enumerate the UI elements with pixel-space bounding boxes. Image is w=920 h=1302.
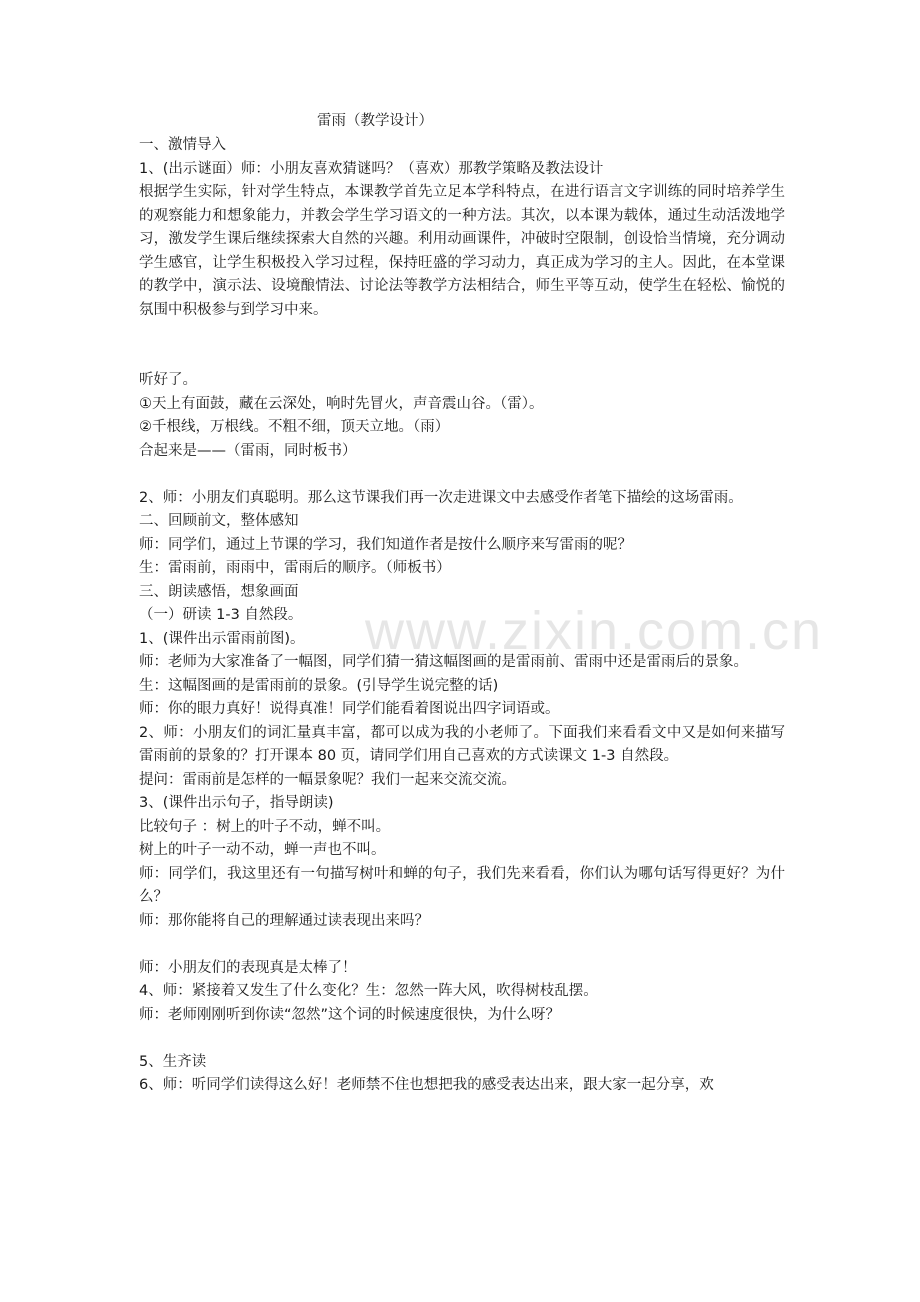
paragraph-line: 师：你的眼力真好！说得真准！同学们能看着图说出四字词语或。 xyxy=(139,701,560,717)
paragraph-line: 2、师：小朋友们真聪明。那么这节课我们再一次走进课文中去感受作者笔下描绘的这场雷雨。 xyxy=(139,489,743,506)
paragraph-line: 师：小朋友们的表现真是太棒了！ xyxy=(139,959,357,976)
paragraph-line: 6、师：听同学们读得这么好！老师禁不住也想把我的感受表达出来，跟大家一起分享，欢 xyxy=(139,1077,714,1093)
paragraph-line: 生：这幅图画的是雷雨前的景象。(引导学生说完整的话) xyxy=(139,677,499,694)
teaching-strategy-paragraph: 根据学生实际，针对学生特点，本课教学首先立足本学科特点，在进行语言文字训练的同时培养学生的观察能力和想象能力，并教会学生学习语文的一种方法。其次，以本课为载体，通过生动活泼地学习，激发学生课后继续探索大自然的兴趣。利用动画课件，冲破时空限制，创设恰当情境，充分调动学生感官，让学生积极投入学习过程，保持旺盛的学习动力，真正成为学习的主人。因此，在本堂课的教学中，演示法、设境酿情法、讨论法等教学方法相结合，师生平等互动，使学生在轻松、愉悦的氛围中积极参与到学习中来。 xyxy=(139,184,785,318)
watermark: www.zixin.com.cn xyxy=(365,601,824,661)
paragraph-line: 生：雷雨前，雨雨中，雷雨后的顺序。（师板书） xyxy=(139,560,451,576)
section-heading-intro: 一、激情导入 xyxy=(139,137,226,153)
paragraph-line: 师：老师为大家准备了一幅图，同学们猜一猜这幅图画的是雷雨前、雷雨中还是雷雨后的景象。 xyxy=(139,654,748,670)
paragraph-line: 2、师：小朋友们的词汇量真丰富，都可以成为我的小老师了。下面我们来看看文中又是如何来描写雷雨前的景象的？打开课本 80 页，请同学们用自己喜欢的方式读课文 1-3 自然段。 xyxy=(139,724,785,764)
paragraph-line: 4、师：紧接着又发生了什么变化？生：忽然一阵大风，吹得树枝乱摆。 xyxy=(139,983,598,999)
document-title: 雷雨（教学设计） xyxy=(317,113,433,129)
paragraph-line: 师：同学们，我这里还有一句描写树叶和蝉的句子，我们先来看看，你们认为哪句话写得更好？为什么？ xyxy=(139,865,785,905)
paragraph-line: （一）研读 1-3 自然段。 xyxy=(139,607,303,623)
riddle-line: ①天上有面鼓，藏在云深处，响时先冒火，声音震山谷。（雷）。 xyxy=(139,395,544,412)
blank-space xyxy=(139,322,785,369)
paragraph-line: 师：同学们，通过上节课的学习，我们知道作者是按什么顺序来写雷雨的呢？ xyxy=(139,536,632,553)
blank-space xyxy=(139,463,785,487)
section-heading-reading: 三、朗读感悟，想象画面 xyxy=(139,583,299,600)
paragraph-line: 听好了。 xyxy=(139,372,197,388)
paragraph-line: 师：老师刚刚听到你读“忽然”这个词的时候速度很快，为什么呀？ xyxy=(139,1006,561,1023)
paragraph-line: 师：那你能将自己的理解通过读表现出来吗？ xyxy=(139,912,429,929)
paragraph-line: 1、(出示谜面）师：小朋友喜欢猜谜吗？（喜欢）那教学策略及教法设计 xyxy=(139,160,604,177)
blank-space xyxy=(139,1027,785,1051)
paragraph-line: 比较句子 ：树上的叶子不动，蝉不叫。 xyxy=(139,818,391,835)
paragraph-line: 3、(课件出示句子，指导朗读) xyxy=(139,795,334,811)
section-heading-review: 二、回顾前文，整体感知 xyxy=(139,513,299,529)
paragraph-line: 提问：雷雨前是怎样的一幅景象呢？我们一起来交流交流。 xyxy=(139,771,516,788)
paragraph-line: 合起来是——（雷雨，同时板书） xyxy=(139,442,357,459)
blank-space xyxy=(139,933,785,957)
riddle-line: ②千根线，万根线。不粗不细，顶天立地。（雨） xyxy=(139,419,450,435)
paragraph-line: 树上的叶子一动不动，蝉一声也不叫。 xyxy=(139,842,386,858)
paragraph-line: 1、(课件出示雷雨前图)。 xyxy=(139,630,305,647)
paragraph-line: 5、生齐读 xyxy=(139,1053,207,1070)
